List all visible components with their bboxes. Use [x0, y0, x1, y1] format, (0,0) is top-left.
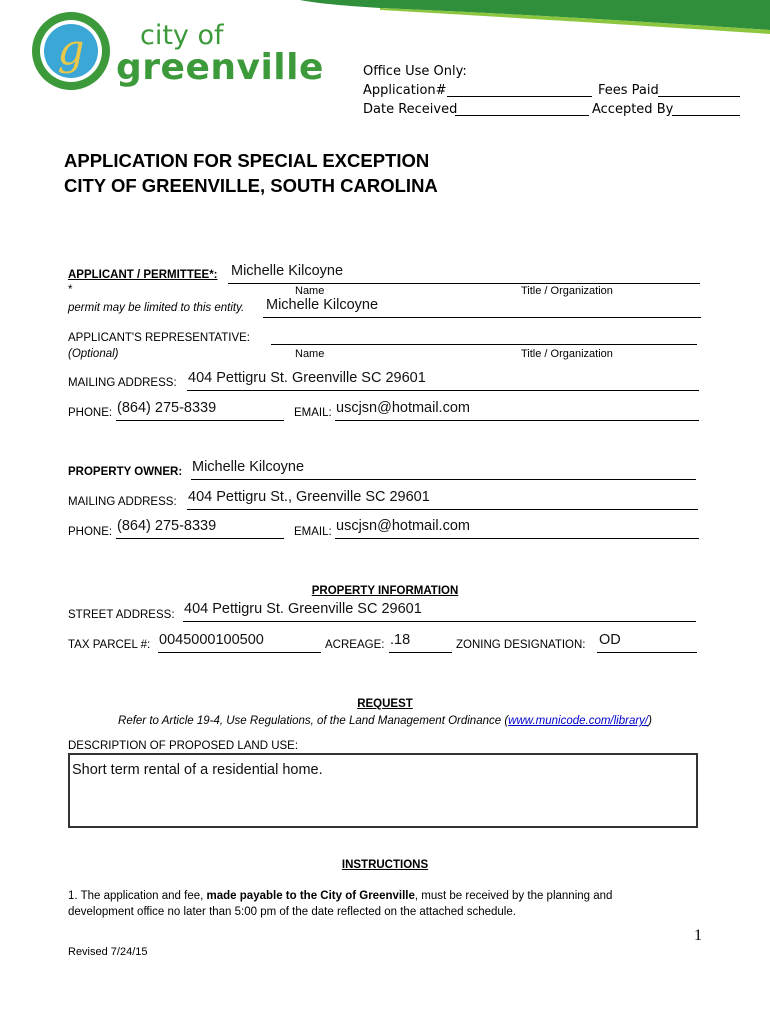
- representative-optional: (Optional): [68, 348, 119, 360]
- owner-label: PROPERTY OWNER:: [68, 466, 183, 478]
- office-application-label: Application#: [363, 83, 447, 98]
- applicant-value: Michelle Kilcoyne: [231, 263, 344, 279]
- owner-email-value: uscjsn@hotmail.com: [336, 518, 470, 534]
- zoning-field[interactable]: [597, 632, 697, 653]
- tax-label: TAX PARCEL #:: [68, 639, 151, 651]
- tax-field[interactable]: [158, 632, 321, 653]
- instructions-item1-line2: development office no later than 5:00 pm of the date reflected on the attached schedule.: [68, 906, 516, 918]
- property-heading: PROPERTY INFORMATION: [311, 585, 459, 597]
- applicant-name-caption: Name: [295, 285, 325, 297]
- description-textarea[interactable]: [68, 753, 698, 828]
- request-refer-text: Refer to Article 19-4, Use Regulations, of the Land Management Ordinance (: [118, 715, 509, 727]
- svg-text:g: g: [57, 25, 85, 74]
- street-label: STREET ADDRESS:: [68, 609, 175, 621]
- owner-field[interactable]: [191, 459, 696, 480]
- request-heading: REQUEST: [357, 698, 413, 710]
- page-number: 1: [694, 927, 702, 944]
- applicant-email-value: uscjsn@hotmail.com: [336, 400, 470, 416]
- acreage-value: .18: [390, 632, 411, 648]
- owner-value: Michelle Kilcoyne: [192, 459, 305, 475]
- request-refer-close: ): [648, 715, 652, 727]
- acreage-field[interactable]: [389, 632, 452, 653]
- logo-text-small: city of: [140, 20, 224, 51]
- applicant-email-label: EMAIL:: [294, 407, 332, 419]
- municode-link[interactable]: www.municode.com/library/: [508, 715, 649, 727]
- permit-field[interactable]: [263, 297, 701, 318]
- owner-email-label: EMAIL:: [294, 526, 332, 538]
- applicant-phone-field[interactable]: [116, 400, 284, 421]
- office-fees-label: Fees Paid: [598, 83, 659, 98]
- representative-field[interactable]: [271, 330, 697, 345]
- applicant-mailing-field[interactable]: [187, 370, 699, 391]
- office-accepted-line[interactable]: [672, 115, 740, 116]
- applicant-phone-value: (864) 275-8339: [117, 400, 217, 416]
- zoning-value: OD: [599, 632, 621, 648]
- form-title: [64, 148, 438, 198]
- applicant-mailing-label: MAILING ADDRESS:: [68, 377, 177, 389]
- street-value: 404 Pettigru St. Greenville SC 29601: [184, 601, 422, 617]
- office-heading: Office Use Only:: [363, 64, 467, 79]
- permit-value: Michelle Kilcoyne: [266, 297, 379, 313]
- office-date-label: Date Received: [363, 102, 458, 117]
- applicant-mailing-value: 404 Pettigru St. Greenville SC 29601: [188, 370, 426, 386]
- permit-note: permit may be limited to this entity.: [68, 302, 245, 314]
- owner-email-field[interactable]: [335, 518, 699, 539]
- representative-label: APPLICANT'S REPRESENTATIVE:: [68, 332, 250, 344]
- city-logo: [30, 10, 324, 95]
- acreage-label: ACREAGE:: [325, 639, 385, 651]
- applicant-star: *: [68, 284, 73, 296]
- tax-value: 0045000100500: [159, 632, 264, 648]
- instructions-item1-pre: 1. The application and fee,: [68, 890, 207, 902]
- form-title-line2: CITY OF GREENVILLE, SOUTH CAROLINA: [64, 175, 438, 196]
- office-date-line[interactable]: [455, 115, 589, 116]
- owner-mailing-value: 404 Pettigru St., Greenville SC 29601: [188, 489, 430, 505]
- owner-phone-field[interactable]: [116, 518, 284, 539]
- instructions-heading: INSTRUCTIONS: [341, 859, 429, 871]
- applicant-email-field[interactable]: [335, 400, 699, 421]
- owner-mailing-label: MAILING ADDRESS:: [68, 496, 177, 508]
- owner-phone-value: (864) 275-8339: [117, 518, 217, 534]
- owner-phone-label: PHONE:: [68, 526, 113, 538]
- revised-date: Revised 7/24/15: [68, 946, 148, 958]
- representative-name-caption: Name: [295, 348, 325, 360]
- applicant-label: APPLICANT / PERMITTEE*:: [68, 269, 218, 281]
- zoning-label: ZONING DESIGNATION:: [456, 639, 586, 651]
- description-value: Short term rental of a residential home.: [72, 762, 323, 778]
- office-application-line[interactable]: [447, 96, 592, 97]
- logo-g-icon: [30, 10, 112, 92]
- office-accepted-label: Accepted By: [592, 102, 674, 117]
- street-field[interactable]: [183, 601, 696, 622]
- representative-title-caption: Title / Organization: [521, 348, 613, 360]
- description-label: DESCRIPTION OF PROPOSED LAND USE:: [68, 740, 299, 752]
- form-title-line1: APPLICATION FOR SPECIAL EXCEPTION: [64, 150, 430, 171]
- applicant-phone-label: PHONE:: [68, 407, 113, 419]
- applicant-title-caption: Title / Organization: [521, 285, 613, 297]
- office-fees-line[interactable]: [658, 96, 740, 97]
- instructions-item1-post: , must be received by the planning and: [414, 890, 613, 902]
- request-refer: [0, 715, 770, 727]
- office-use-block: [363, 62, 743, 119]
- logo-text-large: greenville: [116, 47, 324, 88]
- instructions-item-1: [68, 888, 708, 920]
- applicant-field[interactable]: [228, 263, 700, 284]
- instructions-item1-bold: made payable to the City of Greenville: [206, 890, 415, 902]
- owner-mailing-field[interactable]: [187, 489, 698, 510]
